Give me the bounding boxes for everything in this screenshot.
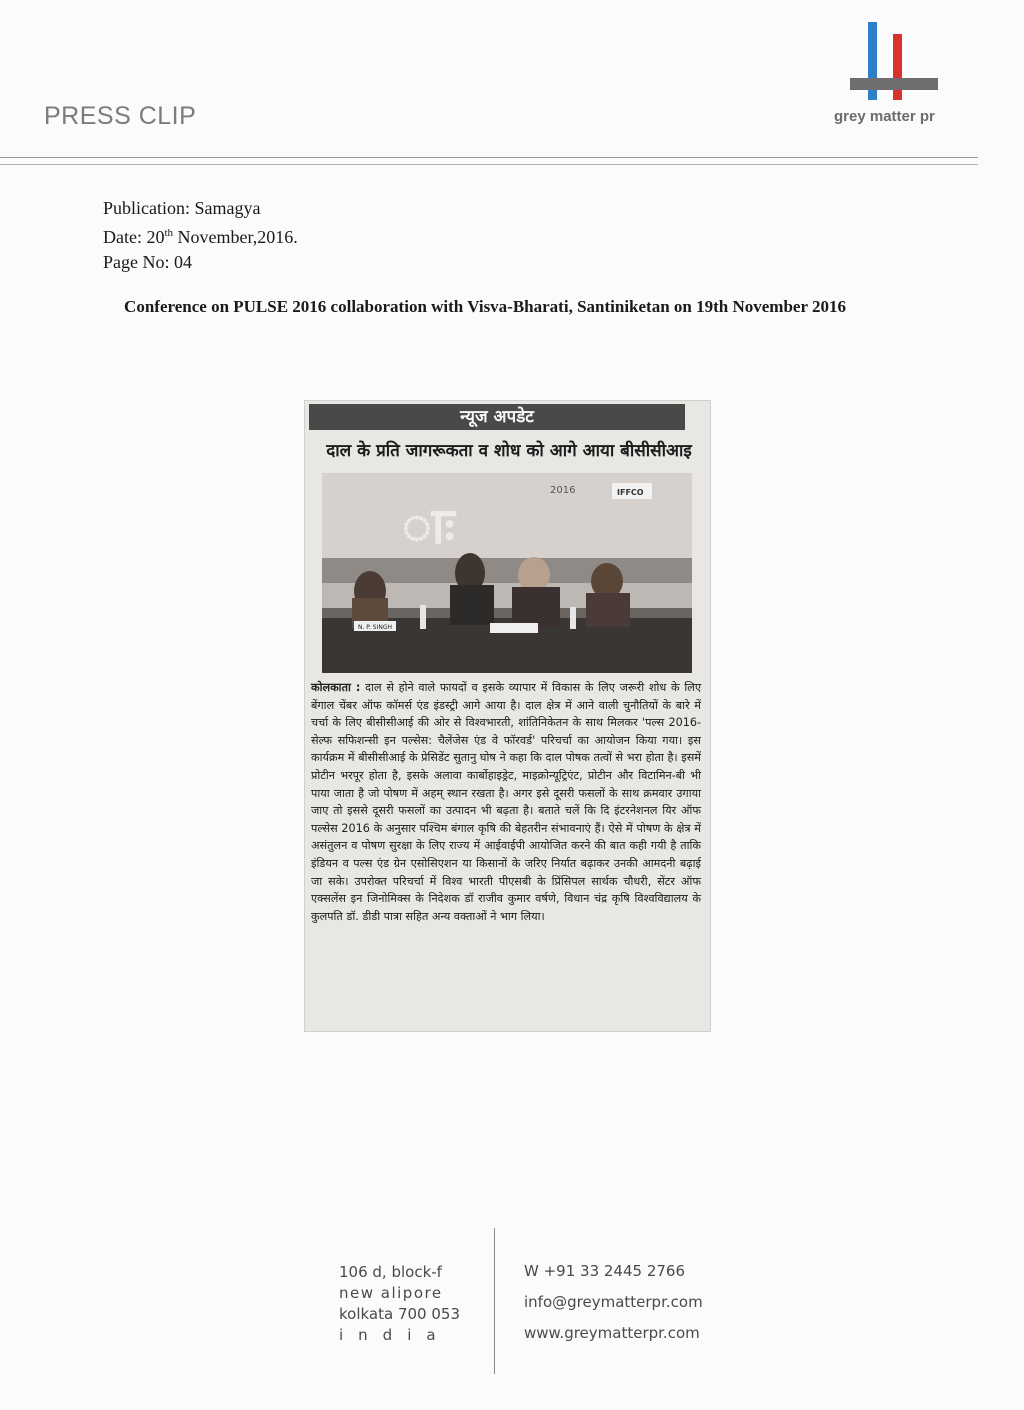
date-line: Date: 20th November,2016. (103, 227, 298, 247)
header-rule (0, 157, 978, 158)
address-line-1: 106 d, block-f (339, 1263, 442, 1281)
photo-label-2016: 2016 (550, 485, 576, 496)
press-clip-heading: PRESS CLIP (44, 102, 197, 130)
header-rule-secondary (0, 164, 978, 165)
brand-name: grey matter pr (834, 108, 935, 125)
clip-article (311, 679, 701, 925)
photo-label-iffco: IFFCO (617, 488, 644, 497)
clip-banner: न्यूज अपडेट (309, 404, 685, 430)
website-address: www.greymatterpr.com (524, 1324, 700, 1342)
publication-line: Publication: Samagya (103, 198, 261, 218)
footer-contact (524, 1262, 703, 1355)
svg-text:ाः: ाः (402, 497, 455, 555)
photo-label-name: N. P. SINGH (358, 624, 393, 631)
footer-address (339, 1262, 460, 1346)
publication-meta (103, 196, 298, 275)
email-address: info@greymatterpr.com (524, 1293, 703, 1311)
footer-divider (494, 1228, 495, 1374)
address-line-4: india (339, 1326, 451, 1344)
clip-dateline: कोलकाता : (311, 681, 361, 694)
phone-number: W +91 33 2445 2766 (524, 1262, 685, 1280)
conference-photo (322, 473, 692, 673)
address-line-3: kolkata 700 053 (339, 1305, 460, 1323)
clip-article-body: दाल से होने वाले फायदों व इसके व्यापार में विकास के लिए जरूरी शोध के लिए बेंगाल चेंबर ऑफ कॉमर्स एंड इंडस्ट्री आगे आया है। दाल क्षेत्र में आने वाली चुनौतियों के बारे में चर्चा के लिए बीसीसीआई की ओर से विश्वभारती, शांतिनिकेतन के साथ मिलकर 'पल्स 2016- सेल्फ सफिशन्सी इन पल्सेस: चैलेंजेस एंड वे फॉरवर्ड' परिचर्चा का आयोजन किया गया। इस कार्यक्रम में बीसीसीआई के प्रेसिडेंट सुतानु घोष ने कहा कि दाल पोषक तत्वों से भरा होता है। इसमें प्रोटीन भरपूर होता है, इसके अलावा कार्बोहाइड्रेट, माइक्रोन्यूट्रिएंट, प्रोटीन और विटामिन-बी भी पाया जाता है जो पोषण में अहम् स्थान रखता है। अगर इसे दूसरी फसलों के साथ क्रमवार उगाया जाए तो इससे दूसरी फसलों का उत्पादन भी बढ़ता है। बताते चलें कि दि इंटरनेशनल यिर ऑफ पल्सेस 2016 के अनुसार पश्चिम बंगाल कृषि की बेहतरीन संभावनाएं हैं। ऐसे में पोषण के क्षेत्र में असंतुलन व पोषण सुरक्षा के लिए राज्य में आईवाईपी आयोजित करने की बात कही गयी है ताकि इंडियन व पल्स एंड ग्रेन एसोसिएशन या किसानों के जरिए निर्यात बढ़ाकर उनकी आमदनी बढ़ाई जा सके। उपरोक्त परिचर्चा में विश्व भारती पीएसबी के प्रिंसिपल सार्थक चौधरी, सेंटर ऑफ एक्सलेंस इन जिनोमिक्स के निदेशक डॉ राजीव कुमार वर्षणे, विधान चंद्र कृषि विश्वविद्यालय के कुलपति डॉ. डीडी पात्रा सहित अन्य वक्ताओं ने भाग लिया। (311, 681, 702, 923)
clip-title: दाल के प्रति जागरूकता व शोध को आगे आया बीसीसीआइ (326, 441, 692, 461)
address-line-2: new alipore (339, 1284, 443, 1302)
grey-matter-logo-icon (848, 20, 940, 110)
page-number-line: Page No: 04 (103, 252, 192, 272)
clip-headline: Conference on PULSE 2016 collaboration with Visva-Bharati, Santiniketan on 19th November 2016 (124, 297, 846, 316)
newspaper-clipping (304, 400, 711, 1032)
